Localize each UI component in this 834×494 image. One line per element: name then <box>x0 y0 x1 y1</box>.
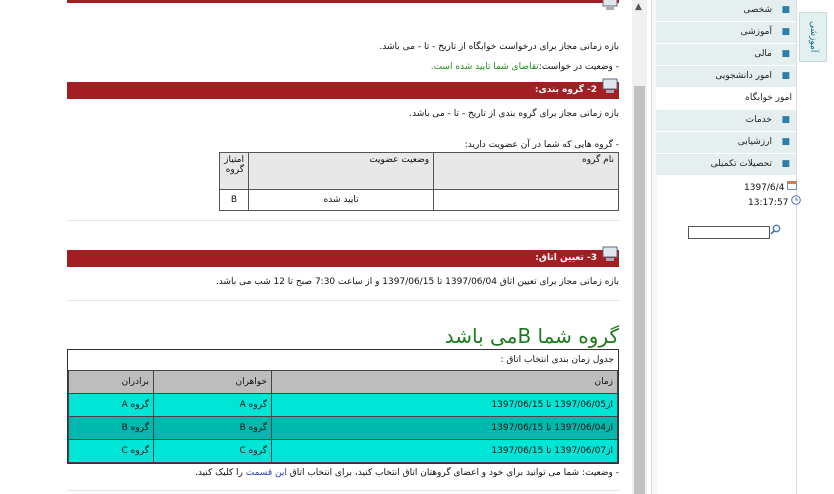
menu-item-educational[interactable] <box>656 22 796 43</box>
cell-time: از1397/06/04 تا 1397/06/15 <box>272 417 618 440</box>
section3-title: 3- تعیین اتاق: <box>535 253 597 263</box>
footer-text-end: را کلیک کنید. <box>194 468 243 478</box>
menu-item-label: شخصی <box>743 5 772 15</box>
s1-status-label: - وضعیت در خواست: <box>538 62 619 72</box>
search-icon[interactable] <box>770 224 781 235</box>
s1-status <box>431 62 619 72</box>
computer-icon <box>601 77 619 95</box>
footer-text: - وضعیت: شما می توانید برای خود و اعضای گروهتان اتاق انتخاب کنید، برای انتخاب اتاق <box>289 468 619 478</box>
menu-item-dormitory[interactable] <box>656 88 796 109</box>
col-sisters: خواهران <box>154 371 272 394</box>
cell-sisters: گروه A <box>154 394 272 417</box>
groups-table <box>219 152 619 211</box>
cell-group-name <box>434 190 619 211</box>
tab-strip <box>796 0 834 494</box>
schedule-box <box>67 349 619 464</box>
bullet-icon: ■ <box>781 5 790 15</box>
time-text: 13:17:57 <box>748 198 789 208</box>
cell-time: از1397/06/07 تا 1397/06/15 <box>272 440 618 463</box>
menu-item-evaluation[interactable] <box>656 132 796 153</box>
menu-item-financial[interactable] <box>656 44 796 65</box>
cell-group-score: B <box>220 190 249 211</box>
s3-period-text: بازه زمانی مجاز برای تعیین اتاق 1397/06/04 تا 1397/06/15 و از ساعت 7:30 صبح تا 12 شب می باشد. <box>215 277 619 287</box>
table-row <box>69 394 618 417</box>
bullet-icon: ■ <box>781 115 790 125</box>
side-menu <box>656 0 796 176</box>
menu-item-label: ارزشیابی <box>737 137 772 147</box>
group-title: گروه شما Bمی باشد <box>444 324 619 348</box>
scroll-up-icon[interactable]: ▲ <box>635 2 642 12</box>
bullet-icon: ■ <box>781 137 790 147</box>
date-text: 1397/6/4 <box>744 183 785 193</box>
menu-item-label: تحصیلات تکمیلی <box>710 159 772 169</box>
col-group-name: نام گروه <box>434 153 619 190</box>
cell-membership-status: تایید شده <box>249 190 434 211</box>
bullet-icon: ■ <box>781 71 790 81</box>
menu-item-label: امور خوابگاه <box>745 93 792 103</box>
clock-icon <box>791 195 801 205</box>
menu-item-label: امور دانشجویی <box>715 71 772 81</box>
s1-status-value: تقاضای شما تایید شده است. <box>430 62 539 72</box>
menu-item-label: خدمات <box>745 115 772 125</box>
table-row <box>69 440 618 463</box>
cell-sisters: گروه C <box>154 440 272 463</box>
col-brothers: برادران <box>69 371 154 394</box>
schedule-caption: جدول زمان بندی انتخاب اتاق : <box>68 350 618 370</box>
bullet-icon: ■ <box>781 27 790 37</box>
tab-educational[interactable]: آموزشی <box>799 12 827 62</box>
bullet-icon: ■ <box>781 159 790 169</box>
section2-title: 2- گروه بندی: <box>534 85 597 95</box>
divider <box>67 490 619 491</box>
search-input[interactable] <box>688 226 770 239</box>
cell-time: از1397/06/05 تا 1397/06/15 <box>272 394 618 417</box>
table-row <box>220 190 619 211</box>
s2-groups-label: - گروه هایی که شما در آن عضویت دارید: <box>464 140 619 150</box>
section2-header-bar <box>67 82 619 99</box>
menu-item-personal[interactable] <box>656 0 796 21</box>
divider <box>67 300 619 301</box>
schedule-table <box>68 370 618 463</box>
s1-period-text: بازه زمانی مجاز برای درخواست خوابگاه از تاریخ - تا - می باشد. <box>379 42 619 52</box>
s2-period-text: بازه زمانی مجاز برای گروه بندی از تاریخ - تا - می باشد. <box>409 109 619 119</box>
computer-icon <box>601 0 619 12</box>
col-membership-status: وضعیت عضویت <box>249 153 434 190</box>
time-display <box>748 195 801 208</box>
col-group-score: امتیاز گروه <box>220 153 249 190</box>
section3-header-bar <box>67 250 619 267</box>
computer-icon <box>601 245 619 263</box>
date-display <box>744 180 797 193</box>
cell-brothers: گروه C <box>69 440 154 463</box>
table-row <box>69 417 618 440</box>
scrollbar-thumb[interactable] <box>634 86 645 494</box>
menu-item-label: آموزشی <box>740 27 772 37</box>
vertical-scrollbar[interactable] <box>632 0 647 494</box>
menu-item-student-affairs[interactable] <box>656 66 796 87</box>
menu-item-label: مالی <box>754 49 772 59</box>
footer-status <box>195 468 619 478</box>
bullet-icon: ■ <box>781 49 790 59</box>
room-selection-link[interactable]: این قسمت <box>245 468 287 478</box>
col-time: زمان <box>272 371 618 394</box>
menu-item-services[interactable] <box>656 110 796 131</box>
calendar-icon <box>787 180 797 190</box>
cell-brothers: گروه A <box>69 394 154 417</box>
cell-brothers: گروه B <box>69 417 154 440</box>
section1-header-bar <box>67 0 619 3</box>
divider <box>67 220 619 221</box>
cell-sisters: گروه B <box>154 417 272 440</box>
main-content <box>67 0 619 494</box>
menu-item-graduate-studies[interactable] <box>656 154 796 175</box>
